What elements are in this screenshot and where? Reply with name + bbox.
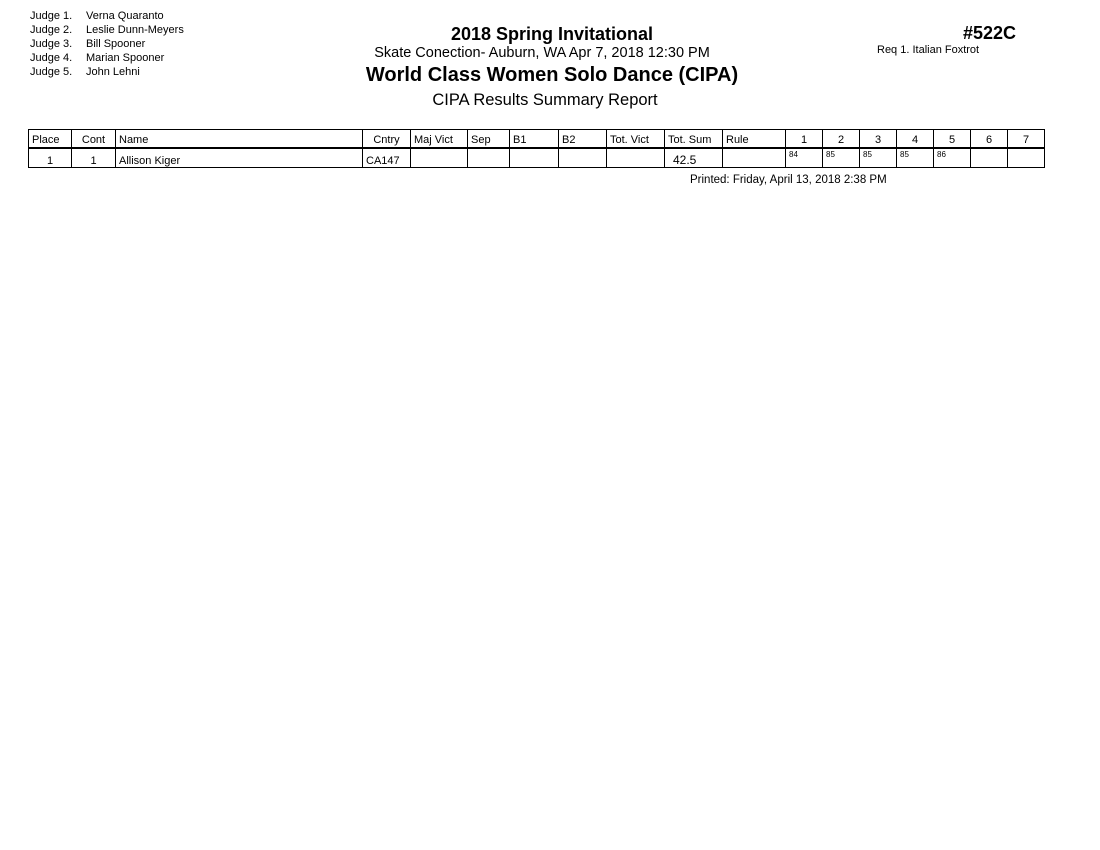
- report-title: CIPA Results Summary Report: [432, 91, 658, 109]
- col-cntry: Cntry: [363, 130, 411, 149]
- col-judge-5: 5: [934, 130, 971, 149]
- cell-score-judge-1: 84: [786, 148, 823, 168]
- results-table: [28, 129, 1045, 168]
- cell-tot-vict: [607, 148, 665, 168]
- judge-name: Marian Spooner: [86, 52, 165, 64]
- col-b1: B1: [510, 130, 559, 149]
- header-row: [29, 130, 1045, 149]
- judge-3: [30, 37, 184, 51]
- judge-name: John Lehni: [86, 66, 140, 78]
- judge-label: Judge 1.: [30, 10, 73, 22]
- judge-label: Judge 5.: [30, 66, 73, 78]
- col-cont: Cont: [72, 130, 116, 149]
- cell-rule: [723, 148, 786, 168]
- judge-5: [30, 65, 184, 79]
- col-judge-4: 4: [897, 130, 934, 149]
- col-judge-7: 7: [1008, 130, 1045, 149]
- cell-b2: [559, 148, 607, 168]
- col-name: Name: [116, 130, 363, 149]
- cell-name: Allison Kiger: [116, 148, 363, 168]
- cell-score-judge-3: 85: [860, 148, 897, 168]
- judge-name: Leslie Dunn-Meyers: [86, 24, 184, 36]
- judge-4: [30, 51, 184, 65]
- venue-date: Skate Conection- Auburn, WA Apr 7, 2018 12:30 PM: [374, 45, 710, 61]
- cell-maj-vict: [411, 148, 468, 168]
- col-judge-3: 3: [860, 130, 897, 149]
- cell-b1: [510, 148, 559, 168]
- cell-place: 1: [29, 148, 72, 168]
- event-number: #522C: [963, 23, 1017, 43]
- col-tot-sum: Tot. Sum: [665, 130, 723, 149]
- judge-name: Verna Quaranto: [86, 10, 164, 22]
- cell-sep: [468, 148, 510, 168]
- col-b2: B2: [559, 130, 607, 149]
- cell-score-judge-7: [1008, 148, 1045, 168]
- col-judge-2: 2: [823, 130, 860, 149]
- cell-cntry: CA147: [363, 148, 411, 168]
- cell-score-judge-6: [971, 148, 1008, 168]
- printed-timestamp: Printed: Friday, April 13, 2018 2:38 PM: [690, 174, 887, 186]
- col-tot-vict: Tot. Vict: [607, 130, 665, 149]
- judges-list: [30, 9, 184, 79]
- cell-tot-sum: 42.5: [665, 148, 723, 168]
- judge-label: Judge 2.: [30, 24, 73, 36]
- col-judge-1: 1: [786, 130, 823, 149]
- judge-1: [30, 9, 184, 23]
- cell-score-judge-2: 85: [823, 148, 860, 168]
- col-rule: Rule: [723, 130, 786, 149]
- table-row: [29, 148, 1045, 168]
- col-sep: Sep: [468, 130, 510, 149]
- judge-2: [30, 23, 184, 37]
- col-place: Place: [29, 130, 72, 149]
- cell-score-judge-4: 85: [897, 148, 934, 168]
- event-title: 2018 Spring Invitational: [450, 24, 654, 44]
- requirement: Req 1. Italian Foxtrot: [877, 44, 980, 56]
- judge-label: Judge 4.: [30, 52, 73, 64]
- cell-score-judge-5: 86: [934, 148, 971, 168]
- judge-name: Bill Spooner: [86, 38, 146, 50]
- col-maj-vict: Maj Vict: [411, 130, 468, 149]
- division-title: World Class Women Solo Dance (CIPA): [365, 64, 739, 86]
- cell-cont: 1: [72, 148, 116, 168]
- judge-label: Judge 3.: [30, 38, 73, 50]
- col-judge-6: 6: [971, 130, 1008, 149]
